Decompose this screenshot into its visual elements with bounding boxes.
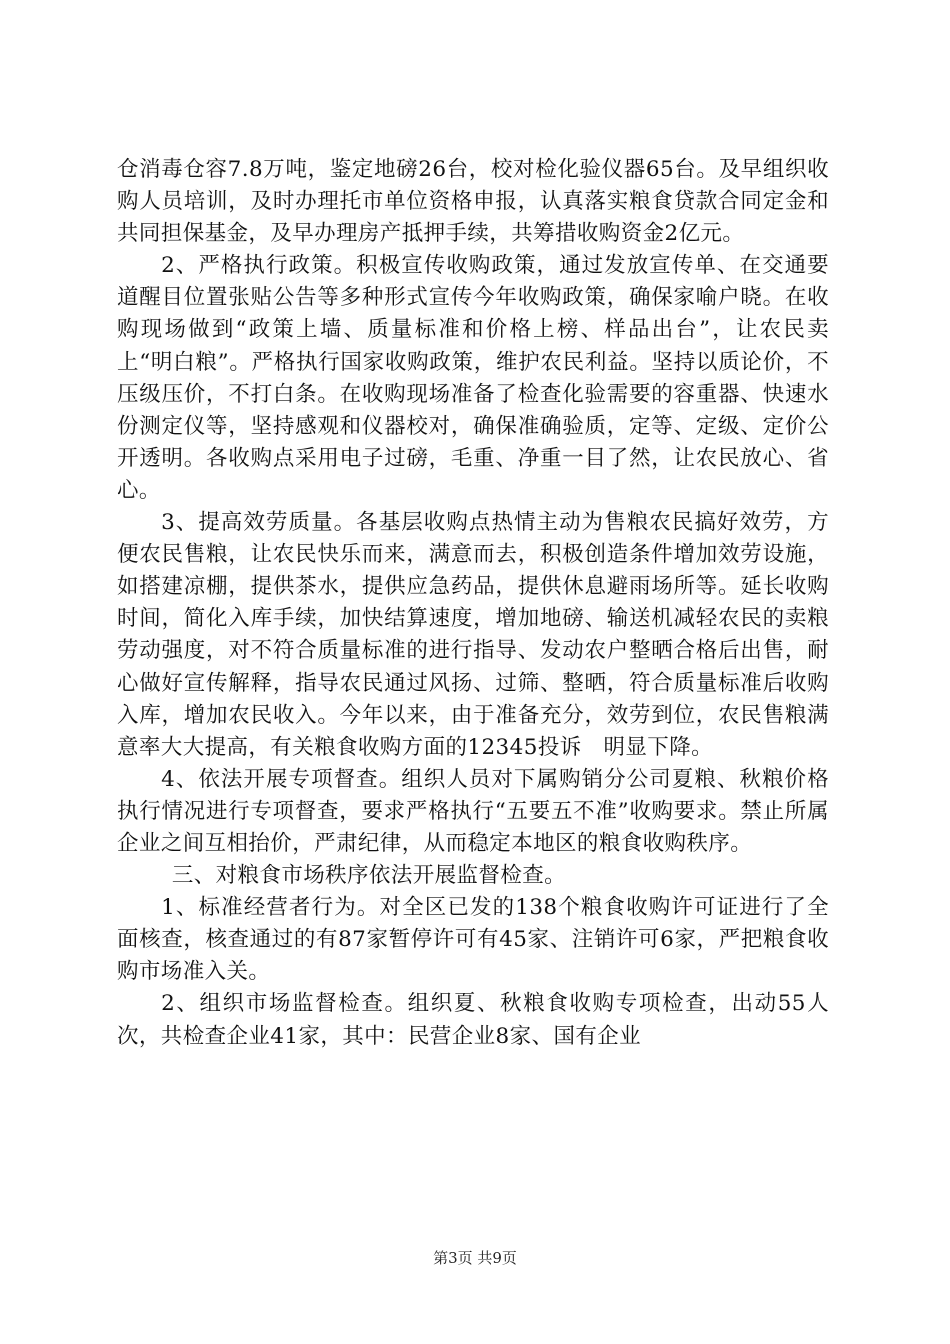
paragraph-service-quality: 3、提高效劳质量。各基层收购点热情主动为售粮农民搞好效劳，方便农民售粮，让农民快乐而来，满意而去，积极创造条件增加效劳设施，如搭建凉棚，提供茶水，提供应急药品，提供休息避雨场所等。延长收购时间，简化入库手续，加快结算速度，增加地磅、输送机减轻农民的卖粮劳动强度，对不符合质量标准的进行指导、发动农户整晒合格后出售，耐心做好宣传解释，指导农民通过风扬、过筛、整晒，符合质量标准后收购入库，增加农民收入。今年以来，由于准备充分，效劳到位，农民售粮满意率大大提高，有关粮食收购方面的12345投诉 明显下降。 [117,510,829,760]
paragraph-enforce-policy: 2、严格执行政策。积极宣传收购政策，通过发放宣传单、在交通要道醒目位置张贴公告等多种形式宣传今年收购政策，确保家喻户晓。在收购现场做到“政策上墙、质量标准和价格上榜、样品出台”，让农民卖上“明白粮”。严格执行国家收购政策，维护农民利益。坚持以质论价，不压级压价，不打白条。在收购现场准备了检查化验需要的容重器、快速水份测定仪等，坚持感观和仪器校对，确保准确验质，定等、定级、定价公开透明。各收购点采用电子过磅，毛重、净重一目了然，让农民放心、省心。 [117,253,829,503]
document-body [117,154,829,1053]
paragraph-regulate-operators: 1、标准经营者行为。对全区已发的138个粮食收购许可证进行了全面核查，核查通过的有87家暂停许可有45家、注销许可6家，严把粮食收购市场准入关。 [117,895,829,985]
section-heading-market-order: 三、对粮食市场秩序依法开展监督检查。 [171,863,567,889]
page-footer [0,1248,950,1268]
paragraph-market-inspection: 2、组织市场监督检查。组织夏、秋粮食收购专项检查，出动55人次，共检查企业41家，其中：民营企业8家、国有企业 [117,991,829,1049]
page-number-label: 第3页 共9页 [433,1249,517,1267]
paragraph-continuation: 仓消毒仓容7.8万吨，鉴定地磅26台，校对检化验仪器65台。及早组织收购人员培训，及时办理托市单位资格申报，认真落实粮食贷款合同定金和共同担保基金，及早办理房产抵押手续，共筹措收购资金2亿元。 [117,157,829,247]
paragraph-special-supervision: 4、依法开展专项督查。组织人员对下属购销分公司夏粮、秋粮价格执行情况进行专项督查，要求严格执行“五要五不准”收购要求。禁止所属企业之间互相抬价，严肃纪律，从而稳定本地区的粮食收购秩序。 [117,766,829,856]
